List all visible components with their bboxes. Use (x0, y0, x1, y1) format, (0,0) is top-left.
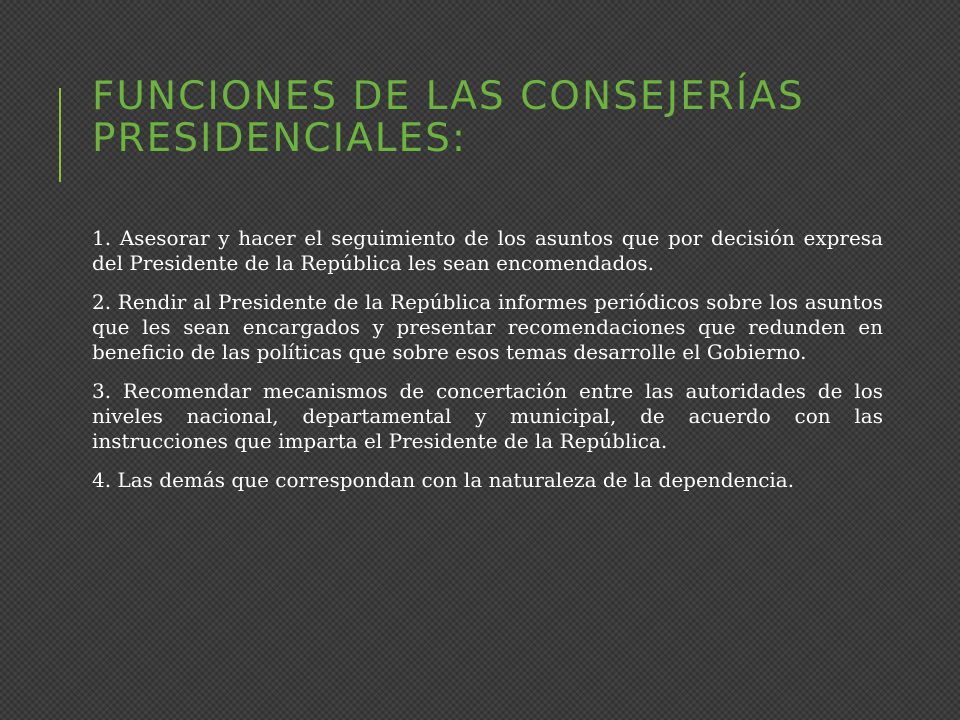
title-accent-bar (59, 88, 61, 182)
list-item: 3. Recomendar mecanismos de concertación entre las autoridades de los niveles nacional, departamental y municipal, de acuerdo con las instrucciones que imparta el Presidente de la República. (92, 379, 883, 453)
list-item: 1. Asesorar y hacer el seguimiento de los asuntos que por decisión expresa del Presidente de la República les sean encomendados. (92, 226, 883, 275)
list-item: 4. Las demás que correspondan con la naturaleza de la dependencia. (92, 468, 795, 492)
slide-body (92, 226, 883, 507)
list-item: 2. Rendir al Presidente de la República informes periódicos sobre los asuntos que les sean encargados y presentar recomendaciones que redunden en beneficio de las políticas que sobre esos temas desarrolle el Gobierno. (92, 290, 883, 364)
slide-title: FUNCIONES DE LAS CONSEJERÍAS PRESIDENCIALES: (92, 74, 805, 161)
